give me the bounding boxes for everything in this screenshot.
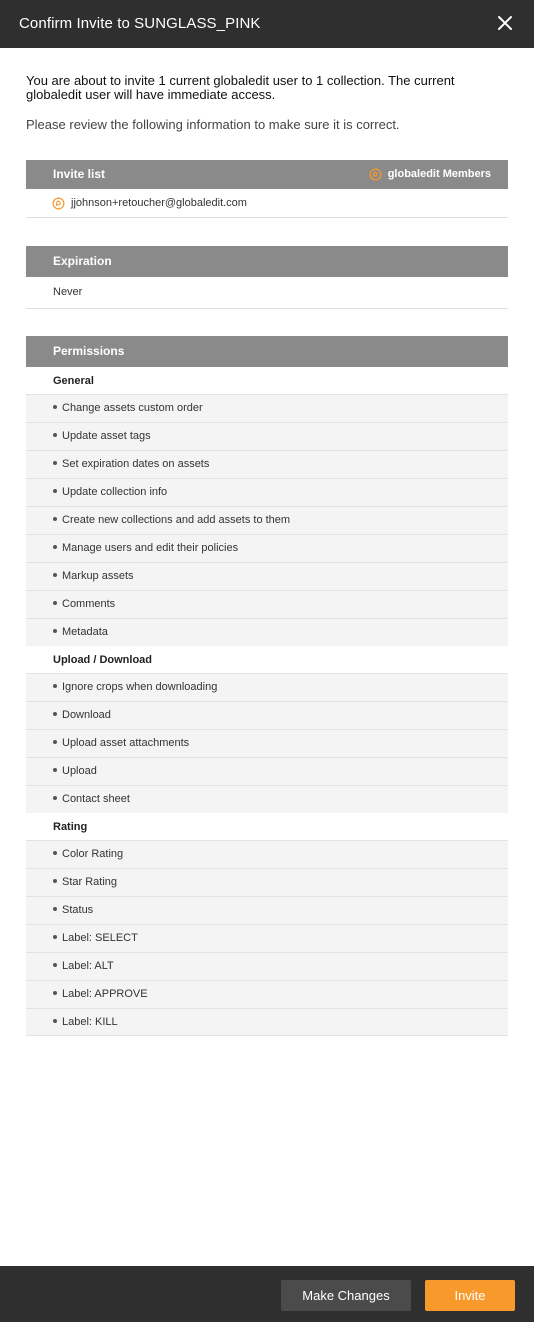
permission-item [26,450,508,478]
expiration-header [26,246,508,277]
permission-item [26,757,508,785]
bullet-icon [53,712,57,716]
invitee-row [26,189,508,218]
bullet-icon [53,991,57,995]
permission-group-heading: General [53,375,94,387]
close-icon[interactable] [494,12,516,34]
permission-item [26,868,508,896]
permission-item [26,924,508,952]
permission-item-label: Manage users and edit their policies [62,542,239,554]
dialog-title: Confirm Invite to SUNGLASS_PINK [19,15,261,32]
permission-item-label: Metadata [62,626,108,638]
invitee-email: jjohnson+retoucher@globaledit.com [71,197,247,209]
permissions-header [26,336,508,367]
members-label [369,160,491,189]
permission-item-label: Set expiration dates on assets [62,458,210,470]
expiration-value: Never [53,286,83,298]
permission-item-label: Create new collections and add assets to them [62,514,291,526]
permission-item [26,840,508,868]
globaledit-logo-icon [369,168,382,181]
permissions-heading: Permissions [53,344,125,358]
permission-item-label: Label: KILL [62,1016,118,1028]
bullet-icon [53,935,57,939]
permission-item [26,590,508,618]
permission-item-label: Change assets custom order [62,402,203,414]
permission-item-label: Label: APPROVE [62,988,148,1000]
dialog-header [0,0,534,48]
bullet-icon [53,489,57,493]
permission-group-heading: Upload / Download [53,654,152,666]
bullet-icon [53,796,57,800]
permission-item [26,673,508,701]
bullet-icon [53,517,57,521]
expiration-row [26,277,508,309]
permission-item [26,896,508,924]
permission-group-heading: Rating [53,821,88,833]
bullet-icon [53,851,57,855]
bullet-icon [53,740,57,744]
permission-item-label: Star Rating [62,876,118,888]
permissions-list [26,367,508,1036]
bullet-icon [53,629,57,633]
bullet-icon [53,461,57,465]
bullet-icon [53,601,57,605]
invite-list-header [26,160,508,189]
bullet-icon [53,573,57,577]
permission-item-label: Comments [62,598,116,610]
expiration-heading: Expiration [53,254,112,268]
permission-item-label: Label: ALT [62,960,114,972]
dialog-footer [0,1266,534,1322]
permission-item [26,952,508,980]
permission-item [26,618,508,646]
permission-item [26,534,508,562]
bullet-icon [53,879,57,883]
permission-item-label: Download [62,709,111,721]
permission-item [26,394,508,422]
review-text: Please review the following information to make sure it is correct. [26,117,400,132]
globaledit-logo-icon [52,197,65,210]
permission-item-label: Upload asset attachments [62,737,190,749]
invite-button[interactable]: Invite [425,1280,515,1311]
members-label-text: globaledit Members [387,168,491,180]
bullet-icon [53,405,57,409]
permission-item [26,785,508,813]
permission-item [26,980,508,1008]
permission-item-label: Ignore crops when downloading [62,681,218,693]
bullet-icon [53,433,57,437]
intro-text: You are about to invite 1 current globaledit user to 1 collection. The current globaledit user will have immediate access. [26,73,455,102]
bullet-icon [53,684,57,688]
bullet-icon [53,907,57,911]
permission-item-label: Status [62,904,94,916]
permission-item [26,562,508,590]
permission-item-label: Contact sheet [62,793,130,805]
bullet-icon [53,963,57,967]
permission-item-label: Update collection info [62,486,168,498]
permission-item-label: Color Rating [62,848,124,860]
invite-list-heading: Invite list [53,167,106,181]
permission-item [26,1008,508,1036]
bullet-icon [53,768,57,772]
permission-item [26,422,508,450]
permission-item [26,506,508,534]
permission-item-label: Label: SELECT [62,932,138,944]
permission-item [26,729,508,757]
bullet-icon [53,1019,57,1023]
bullet-icon [53,545,57,549]
permission-item-label: Markup assets [62,570,134,582]
make-changes-button[interactable]: Make Changes [281,1280,411,1311]
permission-item-label: Upload [62,765,97,777]
permission-item [26,701,508,729]
permission-item-label: Update asset tags [62,430,151,442]
permission-item [26,478,508,506]
